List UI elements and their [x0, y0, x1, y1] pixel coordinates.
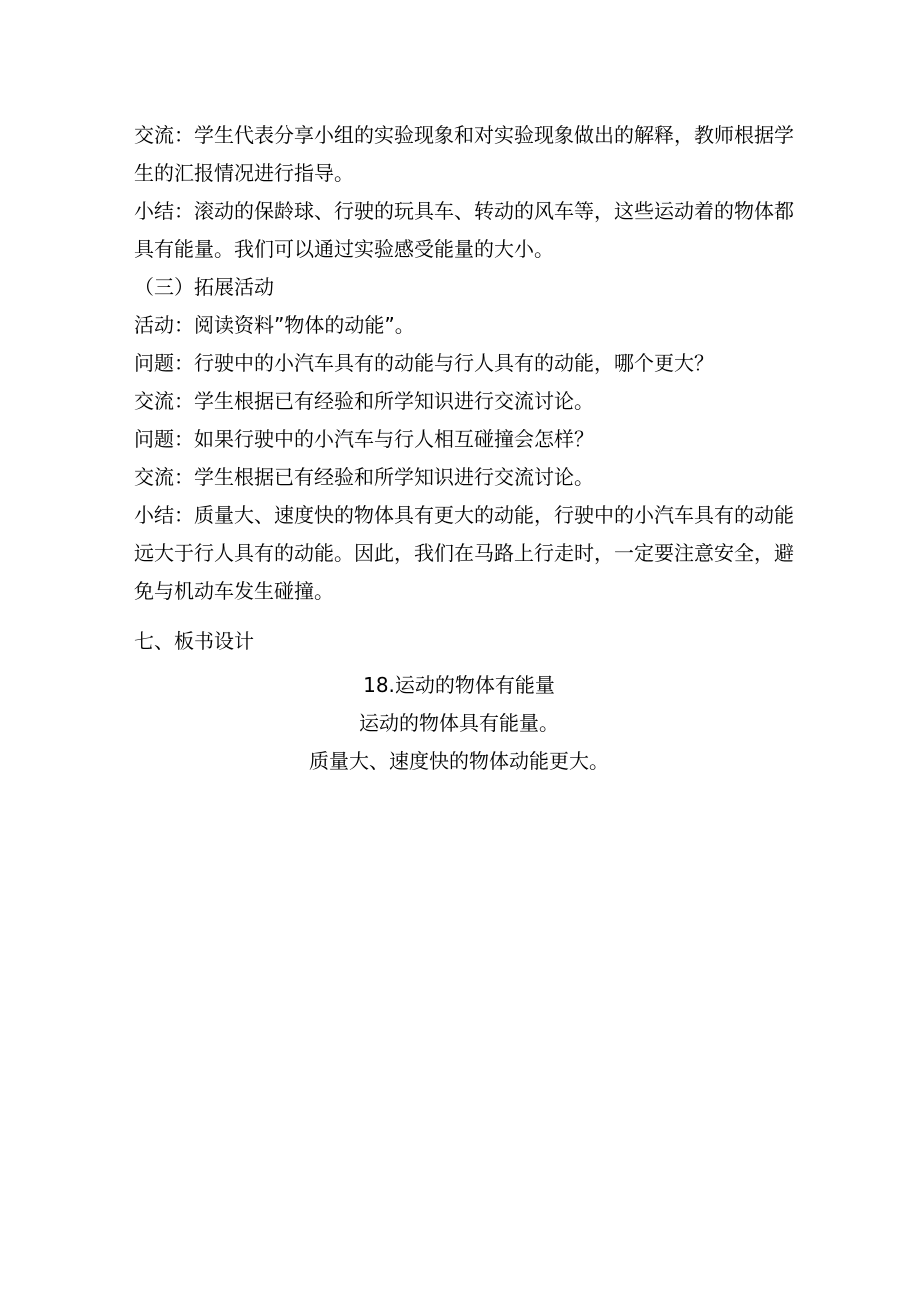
section-heading-board-design: 七、板书设计	[134, 629, 254, 653]
board-line-2: 质量大、速度快的物体动能更大。	[309, 749, 609, 773]
paragraph-question-2: 问题：如果行驶中的小汽车与行人相互碰撞会怎样？	[134, 427, 594, 451]
board-design	[134, 666, 784, 780]
paragraph-question-1: 问题：行驶中的小汽车具有的动能与行人具有的动能，哪个更大？	[134, 351, 714, 375]
document-body	[134, 116, 804, 780]
paragraph-activity: 活动：阅读资料”物体的动能”。	[134, 313, 415, 337]
board-line-1: 运动的物体具有能量。	[359, 711, 559, 735]
paragraph-exchange-1: 交流：学生代表分享小组的实验现象和对实验现象做出的解释，教师根据学生的汇报情况进行指导。	[134, 123, 794, 185]
paragraph-exchange-3: 交流：学生根据已有经验和所学知识进行交流讨论。	[134, 465, 594, 489]
paragraph-exchange-2: 交流：学生根据已有经验和所学知识进行交流讨论。	[134, 389, 594, 413]
paragraph-extension-heading: （三）拓展活动	[134, 275, 274, 299]
board-title: 18.运动的物体有能量	[363, 673, 555, 697]
paragraph-summary-2: 小结：质量大、速度快的物体具有更大的动能，行驶中的小汽车具有的动能远大于行人具有的动能。因此，我们在马路上行走时，一定要注意安全，避免与机动车发生碰撞。	[134, 503, 794, 603]
paragraph-summary-1: 小结：滚动的保龄球、行驶的玩具车、转动的风车等，这些运动着的物体都具有能量。我们可以通过实验感受能量的大小。	[134, 199, 794, 261]
